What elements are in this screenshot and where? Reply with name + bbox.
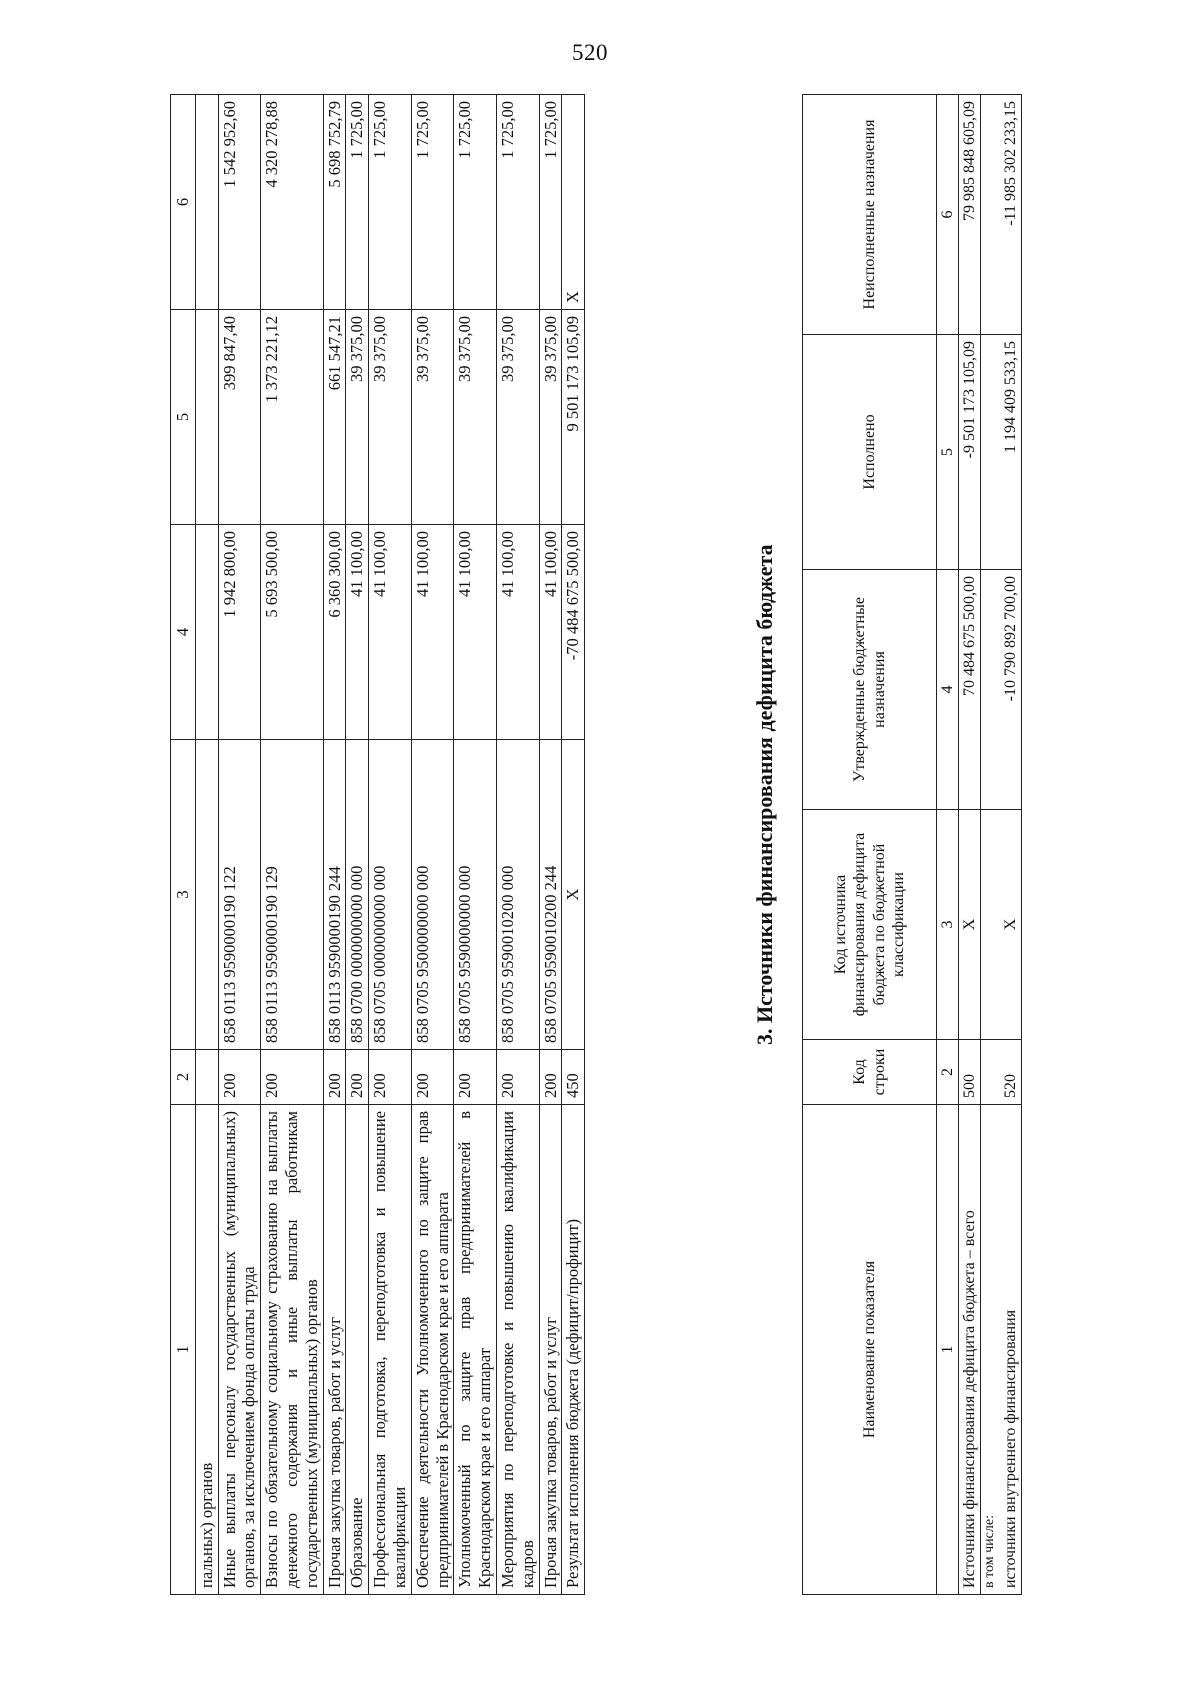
row-line-code: 200 (346, 1050, 369, 1105)
row-name: Прочая закупка товаров, работ и услуг (539, 1105, 562, 1595)
table-row (195, 95, 218, 1595)
row-executed: 39 375,00 (454, 310, 497, 525)
table-row (959, 95, 981, 1595)
row-line-code: 500 (959, 1040, 981, 1105)
row-name: Мероприятия по переподготовке и повышению квалификации кадров (496, 1105, 539, 1595)
row-unexecuted: 1 542 952,60 (218, 95, 261, 310)
page-number: 520 (572, 40, 608, 65)
row-name: источники внутреннего финансирования (1000, 1105, 1022, 1595)
col-number: 1 (937, 1105, 959, 1595)
table-row (323, 95, 346, 1595)
header-approved: Утвержденные бюджетные назначения (803, 570, 937, 810)
col-number: 6 (171, 95, 196, 310)
header-unexecuted: Неисполненные назначения (803, 95, 937, 335)
row-approved: -10 790 892 700,00 (1000, 570, 1022, 810)
row-unexecuted: 1 725,00 (496, 95, 539, 310)
row-executed: 661 547,21 (323, 310, 346, 525)
row-source-code: X (1000, 810, 1022, 1040)
row-line-code: 200 (323, 1050, 346, 1105)
row-unexecuted: X (562, 95, 585, 310)
deficit-sources-table (802, 94, 1022, 1595)
table-row (1000, 95, 1022, 1595)
row-unexecuted: 4 320 278,88 (261, 95, 323, 310)
row-approved: 41 100,00 (411, 525, 454, 740)
row-unexecuted: 1 725,00 (411, 95, 454, 310)
sheet (170, 95, 1120, 1595)
row-approved: 5 693 500,00 (261, 525, 323, 740)
col-number: 4 (171, 525, 196, 740)
row-budget-code: 858 0700 0000000000 000 (346, 740, 369, 1050)
row-unexecuted (981, 95, 1000, 335)
column-numbers-row (937, 95, 959, 1595)
row-name: Уполномоченный по защите прав предпринимателей в Краснодарском крае и его аппарат (454, 1105, 497, 1595)
row-budget-code (195, 740, 218, 1050)
row-budget-code: 858 0113 9590000190 122 (218, 740, 261, 1050)
row-approved: 6 360 300,00 (323, 525, 346, 740)
table-row (454, 95, 497, 1595)
row-line-code (981, 1040, 1000, 1105)
row-executed: 399 847,40 (218, 310, 261, 525)
row-approved: 1 942 800,00 (218, 525, 261, 740)
table-row (218, 95, 261, 1595)
row-name: в том числе: (981, 1105, 1000, 1595)
row-unexecuted: 1 725,00 (369, 95, 412, 310)
row-approved: -70 484 675 500,00 (562, 525, 585, 740)
col-number: 2 (171, 1050, 196, 1105)
row-name: Прочая закупка товаров, работ и услуг (323, 1105, 346, 1595)
row-unexecuted (195, 95, 218, 310)
row-line-code: 200 (369, 1050, 412, 1105)
table-row (562, 95, 585, 1595)
row-budget-code: 858 0705 9590000000 000 (454, 740, 497, 1050)
row-unexecuted: 79 985 848 605,09 (959, 95, 981, 335)
table-row (981, 95, 1000, 1595)
table-row (539, 95, 562, 1595)
row-approved: 70 484 675 500,00 (959, 570, 981, 810)
row-line-code: 200 (261, 1050, 323, 1105)
row-approved: 41 100,00 (454, 525, 497, 740)
table-row (411, 95, 454, 1595)
row-executed: 39 375,00 (539, 310, 562, 525)
row-name: Обеспечение деятельности Уполномоченного по защите прав предпринимателей в Краснодарском крае и его аппарата (411, 1105, 454, 1595)
row-unexecuted: 1 725,00 (346, 95, 369, 310)
row-line-code: 200 (539, 1050, 562, 1105)
table-row (369, 95, 412, 1595)
row-budget-code: 858 0705 9590010200 244 (539, 740, 562, 1050)
row-executed: 1 194 409 533,15 (1000, 335, 1022, 570)
header-line-code: Код строки (803, 1040, 937, 1105)
row-line-code: 200 (454, 1050, 497, 1105)
table-row (261, 95, 323, 1595)
row-executed: 39 375,00 (411, 310, 454, 525)
row-source-code (981, 810, 1000, 1040)
table-row (346, 95, 369, 1595)
row-approved: 41 100,00 (369, 525, 412, 740)
row-unexecuted: -11 985 302 233,15 (1000, 95, 1022, 335)
row-name: пальных) органов (195, 1105, 218, 1595)
row-executed: 9 501 173 105,09 (562, 310, 585, 525)
col-number: 4 (937, 570, 959, 810)
row-unexecuted: 5 698 752,79 (323, 95, 346, 310)
expenses-table (170, 94, 585, 1595)
row-name: Профессиональная подготовка, переподготовка и повышение квалификации (369, 1105, 412, 1595)
row-line-code: 200 (218, 1050, 261, 1105)
row-name: Результат исполнения бюджета (дефицит/профицит) (562, 1105, 585, 1595)
row-budget-code: 858 0705 9500000000 000 (411, 740, 454, 1050)
row-approved: 41 100,00 (346, 525, 369, 740)
header-row (803, 95, 937, 1595)
rotated-content (170, 95, 1120, 1595)
row-budget-code: 858 0705 0000000000 000 (369, 740, 412, 1050)
row-name: Иные выплаты персоналу государственных (муниципальных) органов, за исключением фонда оплаты труда (218, 1105, 261, 1595)
row-name: Образование (346, 1105, 369, 1595)
row-budget-code: X (562, 740, 585, 1050)
table-row (496, 95, 539, 1595)
row-executed: 39 375,00 (369, 310, 412, 525)
col-number: 3 (937, 810, 959, 1040)
row-unexecuted: 1 725,00 (539, 95, 562, 310)
row-line-code: 450 (562, 1050, 585, 1105)
row-executed: -9 501 173 105,09 (959, 335, 981, 570)
col-number: 6 (937, 95, 959, 335)
header-source-code: Код источника финансирования дефицита бюджета по бюджетной классификации (803, 810, 937, 1040)
section-title: 3. Источники финансирования дефицита бюджета (752, 544, 777, 1045)
col-number: 3 (171, 740, 196, 1050)
row-unexecuted: 1 725,00 (454, 95, 497, 310)
row-budget-code: 858 0705 9590010200 000 (496, 740, 539, 1050)
row-line-code: 520 (1000, 1040, 1022, 1105)
row-approved (195, 525, 218, 740)
header-executed: Исполнено (803, 335, 937, 570)
header-name: Наименование показателя (803, 1105, 937, 1595)
column-numbers-row (171, 95, 196, 1595)
row-executed: 39 375,00 (346, 310, 369, 525)
row-line-code: 200 (411, 1050, 454, 1105)
row-budget-code: 858 0113 9590000190 129 (261, 740, 323, 1050)
row-budget-code: 858 0113 9590000190 244 (323, 740, 346, 1050)
col-number: 2 (937, 1040, 959, 1105)
row-approved: 41 100,00 (496, 525, 539, 740)
row-name: Взносы по обязательному социальному страхованию на выплаты денежного содержания и иные выплаты работникам государственных (муниципальных) органов (261, 1105, 323, 1595)
col-number: 5 (171, 310, 196, 525)
row-line-code (195, 1050, 218, 1105)
row-executed (981, 335, 1000, 570)
row-executed: 1 373 221,12 (261, 310, 323, 525)
col-number: 5 (937, 335, 959, 570)
col-number: 1 (171, 1105, 196, 1595)
row-executed (195, 310, 218, 525)
row-name: Источники финансирования дефицита бюджета – всего (959, 1105, 981, 1595)
row-approved (981, 570, 1000, 810)
row-approved: 41 100,00 (539, 525, 562, 740)
row-line-code: 200 (496, 1050, 539, 1105)
row-source-code: X (959, 810, 981, 1040)
row-executed: 39 375,00 (496, 310, 539, 525)
